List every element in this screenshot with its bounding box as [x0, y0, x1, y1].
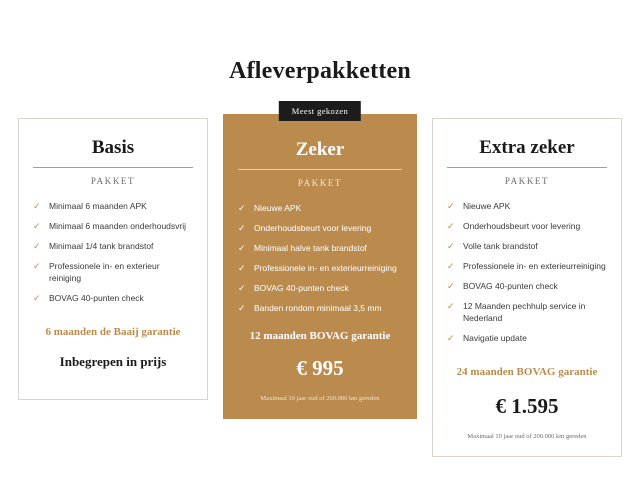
list-item: [447, 220, 607, 232]
feature-label: Minimaal 1/4 tank brandstof: [49, 241, 154, 251]
check-icon: ✓: [33, 261, 41, 271]
list-item: [447, 240, 607, 252]
fineprint-text: Maximaal 10 jaar oud of 200.000 km gereden: [260, 395, 380, 402]
list-item: [447, 332, 607, 344]
list-item: [447, 300, 607, 324]
price-text: € 1.595: [495, 394, 559, 418]
package-card-list: [18, 106, 622, 457]
list-item: [238, 262, 402, 274]
check-icon: ✓: [447, 201, 455, 211]
title-divider: [447, 167, 607, 168]
list-item: [238, 242, 402, 254]
feature-label: BOVAG 40-punten check: [463, 281, 558, 291]
check-icon: ✓: [238, 203, 246, 213]
check-icon: ✓: [447, 301, 455, 311]
list-item: [238, 202, 402, 214]
list-item: [33, 240, 193, 252]
package-title: Zeker: [295, 139, 345, 160]
package-title: Basis: [91, 137, 135, 158]
list-item: [238, 282, 402, 294]
check-icon: ✓: [447, 261, 455, 271]
feature-label: Nieuwe APK: [463, 201, 511, 211]
fineprint-text: Maximaal 10 jaar oud of 200.000 km gereden: [467, 433, 587, 440]
feature-label: Nieuwe APK: [254, 203, 302, 213]
check-icon: ✓: [238, 243, 246, 253]
feature-label: Onderhoudsbeurt voor levering: [254, 223, 372, 233]
feature-list: [33, 200, 193, 304]
package-subtitle: PAKKET: [90, 176, 136, 186]
check-icon: ✓: [447, 333, 455, 343]
feature-label: Minimaal 6 maanden onderhoudsvrij: [49, 221, 187, 231]
check-icon: ✓: [238, 263, 246, 273]
feature-label: Onderhoudsbeurt voor levering: [463, 221, 581, 231]
feature-label: BOVAG 40-punten check: [49, 293, 144, 303]
page-title: Afleverpakketten: [229, 58, 411, 84]
check-icon: ✓: [447, 281, 455, 291]
feature-label: Professionele in- en exterieurreiniging: [463, 261, 606, 271]
feature-label: Banden rondom minimaal 3,5 mm: [254, 303, 382, 313]
check-icon: ✓: [33, 221, 41, 231]
feature-label: Professionele in- en exterieurreiniging: [254, 263, 397, 273]
package-card-basis[interactable]: [18, 118, 208, 400]
list-item: [238, 302, 402, 314]
package-title: Extra zeker: [479, 137, 575, 158]
price-text: Inbegrepen in prijs: [59, 354, 167, 369]
list-item: [447, 260, 607, 272]
feature-label: Navigatie update: [463, 333, 527, 343]
list-item: [238, 222, 402, 234]
title-divider: [238, 169, 402, 170]
guarantee-text: 12 maanden BOVAG garantie: [249, 330, 391, 342]
guarantee-text: 24 maanden BOVAG garantie: [456, 366, 598, 378]
package-card-zeker[interactable]: [223, 106, 417, 419]
list-item: [447, 200, 607, 212]
package-subtitle: PAKKET: [297, 178, 343, 188]
list-item: [33, 260, 193, 284]
feature-list: [238, 202, 402, 314]
check-icon: ✓: [238, 223, 246, 233]
feature-label: Volle tank brandstof: [463, 241, 538, 251]
guarantee-text: 6 maanden de Baaij garantie: [45, 326, 181, 338]
list-item: [33, 292, 193, 304]
check-icon: ✓: [447, 221, 455, 231]
package-subtitle: PAKKET: [504, 176, 550, 186]
title-divider: [33, 167, 193, 168]
check-icon: ✓: [33, 293, 41, 303]
check-icon: ✓: [447, 241, 455, 251]
price-text: € 995: [296, 356, 344, 380]
feature-list: [447, 200, 607, 344]
list-item: [447, 280, 607, 292]
list-item: [33, 200, 193, 212]
list-item: [33, 220, 193, 232]
feature-label: BOVAG 40-punten check: [254, 283, 349, 293]
check-icon: ✓: [238, 283, 246, 293]
check-icon: ✓: [33, 201, 41, 211]
status-badge: Meest gekozen: [279, 101, 361, 121]
check-icon: ✓: [33, 241, 41, 251]
package-card-extra-zeker[interactable]: [432, 118, 622, 457]
feature-label: Professionele in- en exterieur reiniging: [49, 261, 160, 283]
feature-label: Minimaal halve tank brandstof: [254, 243, 367, 253]
feature-label: 12 Maanden pechhulp service in Nederland: [463, 301, 586, 323]
feature-label: Minimaal 6 maanden APK: [49, 201, 147, 211]
check-icon: ✓: [238, 303, 246, 313]
